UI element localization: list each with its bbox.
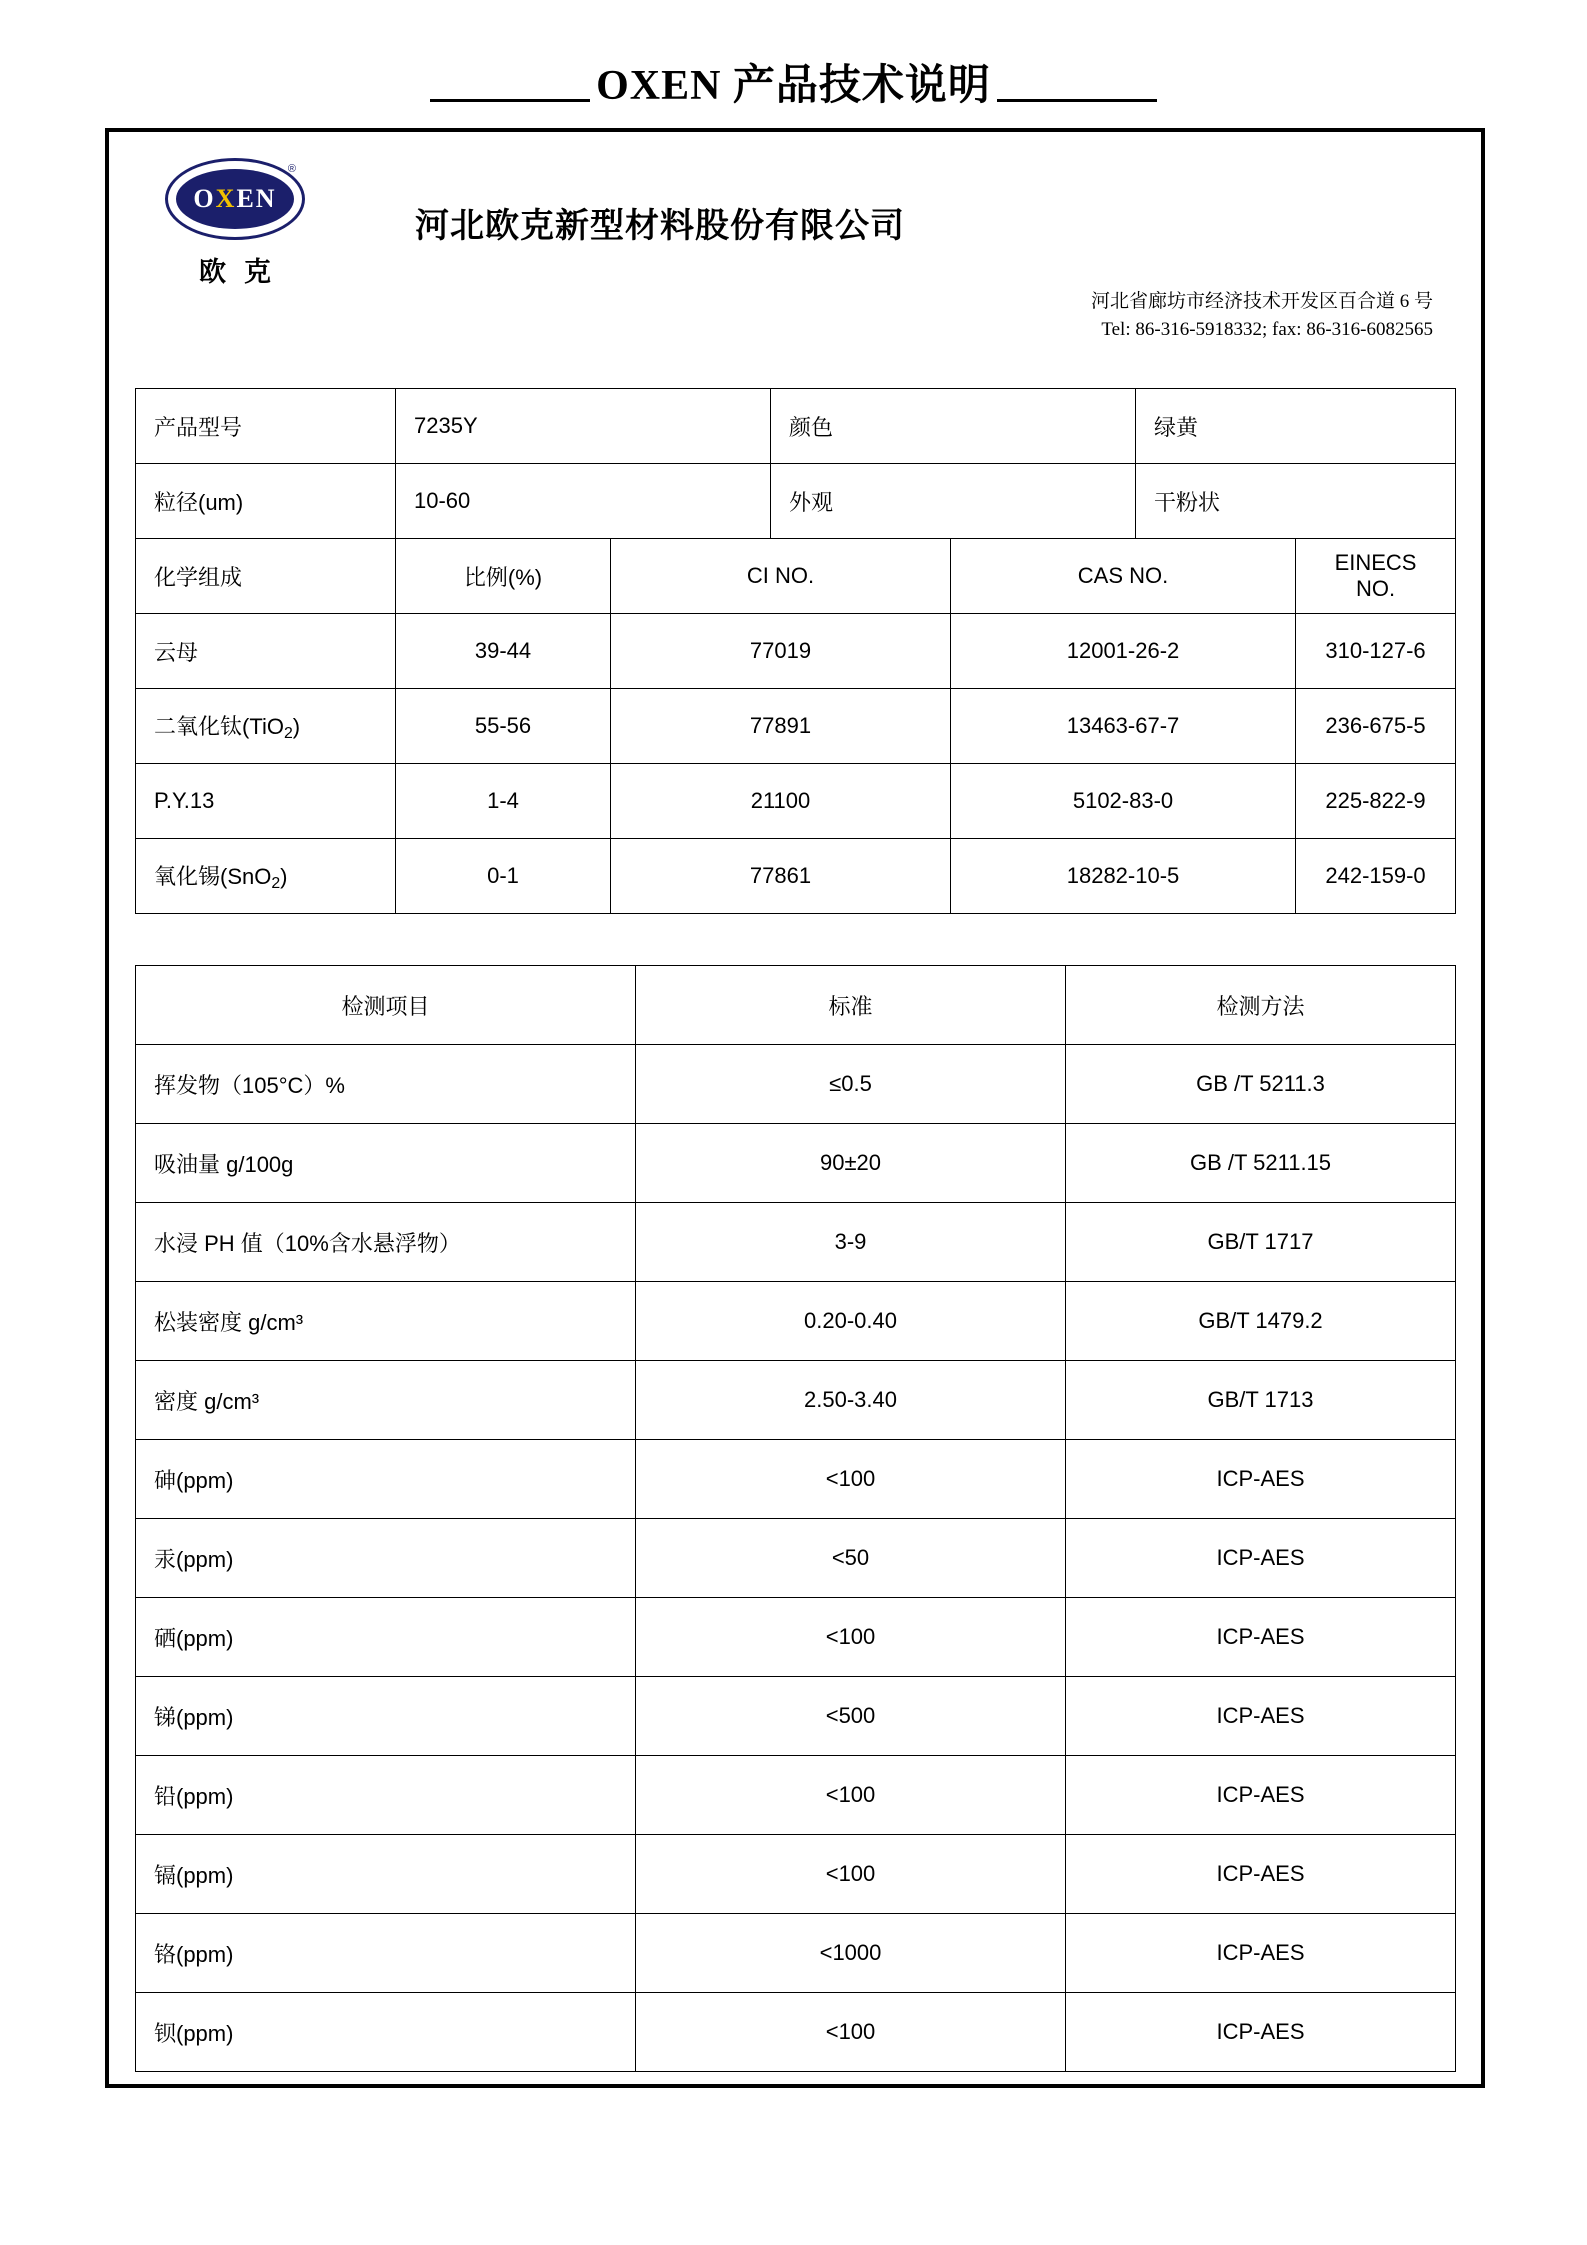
test-method-value: ICP-AES [1066,1993,1456,2072]
composition-cas: 18282-10-5 [951,839,1296,914]
document-title-row [0,52,1587,112]
test-method-value: GB /T 5211.3 [1066,1045,1456,1124]
logo-badge-icon [165,158,305,240]
test-item-name: 镉(ppm) [136,1835,636,1914]
test-method-value: ICP-AES [1066,1440,1456,1519]
company-name: 河北欧克新型材料股份有限公司 [415,208,905,245]
test-standard-value: <100 [636,1440,1066,1519]
cell-model-value: 7235Y [396,389,771,464]
test-item-name: 钡(ppm) [136,1993,636,2072]
table-row [136,1677,1456,1756]
test-item-name: 水浸 PH 值（10%含水悬浮物） [136,1203,636,1282]
table-row [136,1282,1456,1361]
composition-name-main: 氧化锡(SnO [154,863,272,889]
header-method: 检测方法 [1066,966,1456,1045]
title-rule-left [430,99,590,102]
logo-text-en: EN [236,184,277,213]
logo-wordmark [176,169,294,229]
test-standard-value: 2.50-3.40 [636,1361,1066,1440]
test-item-name: 松装密度 g/cm³ [136,1282,636,1361]
header-test-item: 检测项目 [136,966,636,1045]
test-item-name: 砷(ppm) [136,1440,636,1519]
test-method-value: ICP-AES [1066,1914,1456,1993]
test-item-name: 硒(ppm) [136,1598,636,1677]
header-ratio: 比例(%) [396,539,611,614]
table-row [136,1124,1456,1203]
table-row [136,389,1456,464]
test-standard-value: <100 [636,1993,1066,2072]
table-row [136,839,1456,914]
test-method-value: ICP-AES [1066,1598,1456,1677]
test-method-value: GB /T 5211.15 [1066,1124,1456,1203]
composition-name-tail: ) [280,863,288,889]
product-specification-table [135,388,1456,914]
header-standard: 标准 [636,966,1066,1045]
header-ci-no: CI NO. [611,539,951,614]
composition-cas: 12001-26-2 [951,614,1296,689]
table-row [136,1993,1456,2072]
cell-appearance-label: 外观 [771,464,1136,539]
header-einecs-no: EINECS NO. [1296,539,1456,614]
composition-name-sub: 2 [283,724,293,742]
cell-color-label: 颜色 [771,389,1136,464]
test-standard-value: <50 [636,1519,1066,1598]
test-method-value: GB/T 1717 [1066,1203,1456,1282]
test-item-name: 铬(ppm) [136,1914,636,1993]
test-item-name: 铅(ppm) [136,1756,636,1835]
document-header [135,150,1455,350]
test-method-value: ICP-AES [1066,1677,1456,1756]
table-row [136,689,1456,764]
logo-chinese-name: 欧克 [199,257,289,287]
table-row [136,1914,1456,1993]
composition-cas: 13463-67-7 [951,689,1296,764]
table-header-row [136,966,1456,1045]
test-method-value: ICP-AES [1066,1519,1456,1598]
test-standard-value: ≤0.5 [636,1045,1066,1124]
composition-ci: 77891 [611,689,951,764]
composition-name: P.Y.13 [136,764,396,839]
test-method-value: GB/T 1713 [1066,1361,1456,1440]
test-method-value: ICP-AES [1066,1756,1456,1835]
test-method-value: ICP-AES [1066,1835,1456,1914]
header-cas-no: CAS NO. [951,539,1296,614]
logo-text-o: O [193,184,216,213]
page-title: OXEN 产品技术说明 [596,63,991,109]
test-standard-value: <100 [636,1835,1066,1914]
test-standard-value: 90±20 [636,1124,1066,1203]
test-item-name: 锑(ppm) [136,1677,636,1756]
cell-particle-value: 10-60 [396,464,771,539]
composition-ratio: 0-1 [396,839,611,914]
title-rule-right [997,99,1157,102]
test-method-value: GB/T 1479.2 [1066,1282,1456,1361]
table-header-row [136,539,1456,614]
composition-name-main: 二氧化钛(TiO [154,713,284,739]
company-address [1091,288,1433,343]
test-standard-value: 0.20-0.40 [636,1282,1066,1361]
composition-einecs: 225-822-9 [1296,764,1456,839]
table-row [136,1756,1456,1835]
composition-einecs: 236-675-5 [1296,689,1456,764]
company-logo [145,158,325,289]
table-row [136,1835,1456,1914]
composition-einecs: 310-127-6 [1296,614,1456,689]
test-standard-value: <500 [636,1677,1066,1756]
registered-mark-icon: ® [287,163,296,175]
table-row [136,1361,1456,1440]
test-item-name: 挥发物（105°C）% [136,1045,636,1124]
test-item-name: 密度 g/cm³ [136,1361,636,1440]
composition-ci: 77019 [611,614,951,689]
composition-name: 云母 [136,614,396,689]
composition-ratio: 55-56 [396,689,611,764]
table-row [136,1203,1456,1282]
table-row [136,1440,1456,1519]
address-line-2: Tel: 86-316-5918332; fax: 86-316-6082565 [1101,318,1433,340]
cell-color-value: 绿黄 [1136,389,1456,464]
composition-ci: 21100 [611,764,951,839]
test-standard-value: 3-9 [636,1203,1066,1282]
test-standard-value: <100 [636,1598,1066,1677]
cell-particle-label: 粒径(um) [136,464,396,539]
composition-cas: 5102-83-0 [951,764,1296,839]
logo-text-x: X [215,184,237,213]
composition-name-sub: 2 [271,874,281,892]
composition-ratio: 1-4 [396,764,611,839]
test-standard-value: <100 [636,1756,1066,1835]
composition-name [136,839,396,914]
header-composition: 化学组成 [136,539,396,614]
composition-name [136,689,396,764]
table-row [136,1598,1456,1677]
address-line-1: 河北省廊坊市经济技术开发区百合道 6 号 [1090,291,1433,312]
test-item-name: 汞(ppm) [136,1519,636,1598]
composition-ci: 77861 [611,839,951,914]
composition-name-tail: ) [292,713,301,739]
table-row [136,1519,1456,1598]
test-standard-value: <1000 [636,1914,1066,1993]
cell-appearance-value: 干粉状 [1136,464,1456,539]
table-row [136,764,1456,839]
cell-model-label: 产品型号 [136,389,396,464]
test-items-table [135,965,1456,2072]
composition-einecs: 242-159-0 [1296,839,1456,914]
test-item-name: 吸油量 g/100g [136,1124,636,1203]
table-row [136,1045,1456,1124]
table-row [136,614,1456,689]
table-row [136,464,1456,539]
composition-ratio: 39-44 [396,614,611,689]
